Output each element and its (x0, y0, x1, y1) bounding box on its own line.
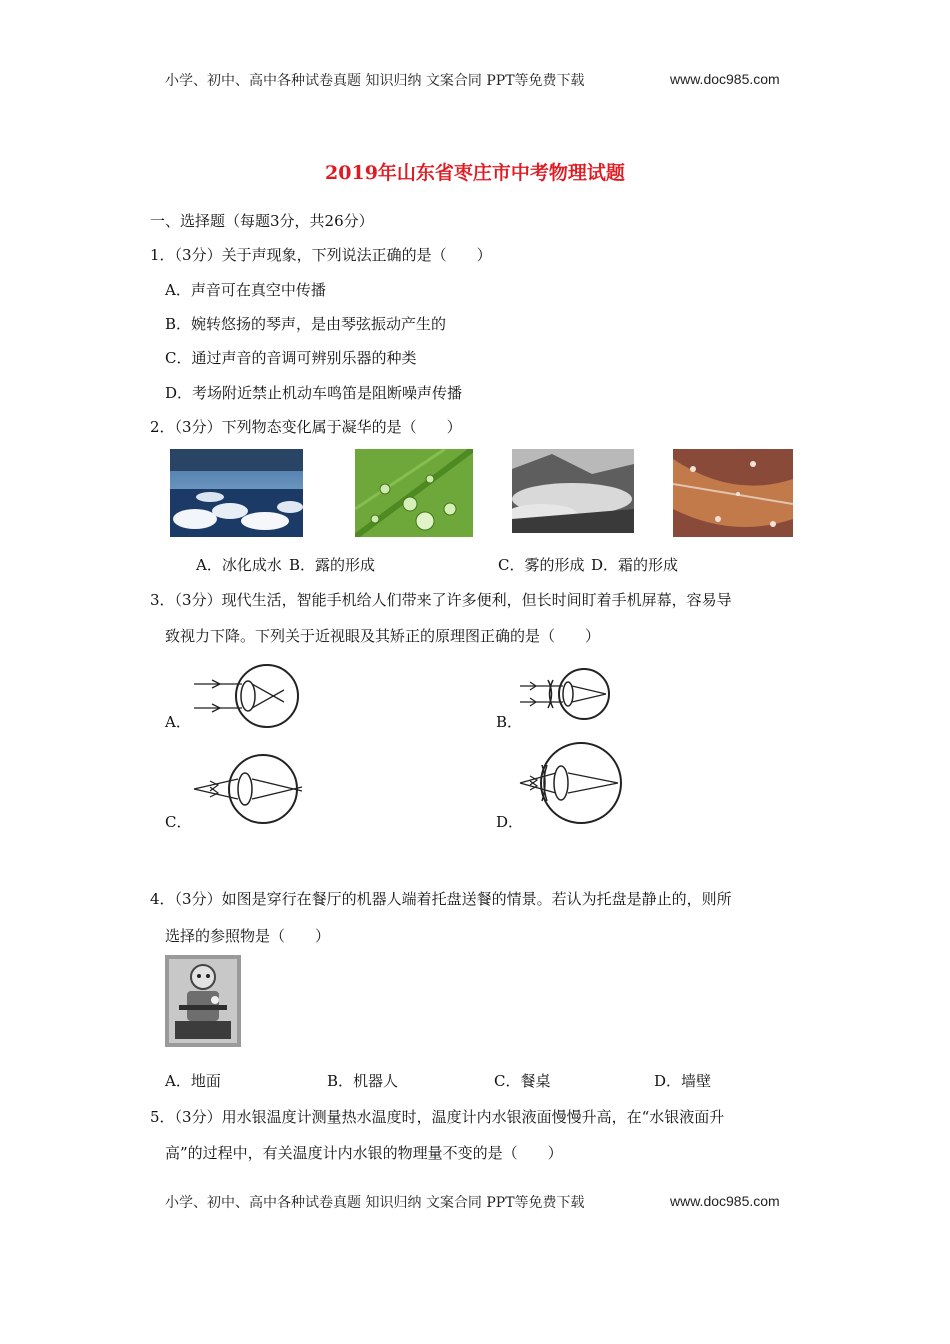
q3-option-a: A． (165, 713, 191, 731)
q2-option-d: D．霜的形成 (591, 556, 679, 574)
q1-option-d: D．考场附近禁止机动车鸣笛是阻断噪声传播 (165, 384, 463, 402)
dew-image (355, 449, 473, 537)
header-text: 小学、初中、高中各种试卷真题 知识归纳 文案合同 PPT等免费下载 (165, 73, 585, 89)
q4-option-c: C．餐桌 (494, 1072, 551, 1090)
q4-stem-line2: 选择的参照物是（ ） (165, 927, 331, 945)
q3-option-c: C． (165, 813, 192, 831)
page-title: 2019年山东省枣庄市中考物理试题 (325, 162, 625, 184)
header-site-link[interactable]: www.doc985.com (670, 71, 780, 87)
q2-option-c: C．雾的形成 (498, 556, 585, 574)
q3-stem-line2: 致视力下降。下列关于近视眼及其矫正的原理图正确的是（ ） (165, 627, 601, 645)
q4-stem-line1: 4．（3分）如图是穿行在餐厅的机器人端着托盘送餐的情景。若认为托盘是静止的，则所 (150, 890, 732, 908)
q2-option-a: A．冰化成水 (196, 556, 282, 574)
q3-option-d: D． (496, 813, 524, 831)
q2-option-b: B．露的形成 (289, 556, 376, 574)
q1-option-c: C．通过声音的音调可辨别乐器的种类 (165, 349, 417, 367)
eye-diagram-a (190, 662, 305, 730)
q5-stem-line2: 高”的过程中，有关温度计内水银的物理量不变的是（ ） (165, 1144, 563, 1162)
q4-option-d: D．墙壁 (654, 1072, 712, 1090)
ice-melting-image (170, 449, 303, 537)
q1-stem: 1．（3分）关于声现象，下列说法正确的是（ ） (150, 246, 492, 264)
q4-option-a: A．地面 (165, 1072, 221, 1090)
eye-diagram-c (190, 753, 310, 825)
q4-option-b: B．机器人 (327, 1072, 399, 1090)
q5-stem-line1: 5．（3分）用水银温度计测量热水温度时，温度计内水银液面慢慢升高，在“水银液面升 (150, 1108, 725, 1126)
robot-waiter-image (165, 955, 241, 1047)
eye-diagram-d (518, 740, 623, 826)
q3-option-b: B． (496, 713, 523, 731)
q3-stem-line1: 3．（3分）现代生活，智能手机给人们带来了许多便利，但长时间盯着手机屏幕，容易导 (150, 591, 732, 609)
section-heading: 一、选择题（每题3分，共26分） (150, 212, 374, 230)
footer-text: 小学、初中、高中各种试卷真题 知识归纳 文案合同 PPT等免费下载 (165, 1195, 585, 1211)
eye-diagram-b (518, 668, 613, 720)
q1-option-a: A．声音可在真空中传播 (165, 281, 326, 299)
q1-option-b: B．婉转悠扬的琴声，是由琴弦振动产生的 (165, 315, 447, 333)
fog-image (512, 449, 634, 533)
frost-image (673, 449, 793, 537)
q2-stem: 2．（3分）下列物态变化属于凝华的是（ ） (150, 418, 462, 436)
footer-site-link[interactable]: www.doc985.com (670, 1193, 780, 1209)
